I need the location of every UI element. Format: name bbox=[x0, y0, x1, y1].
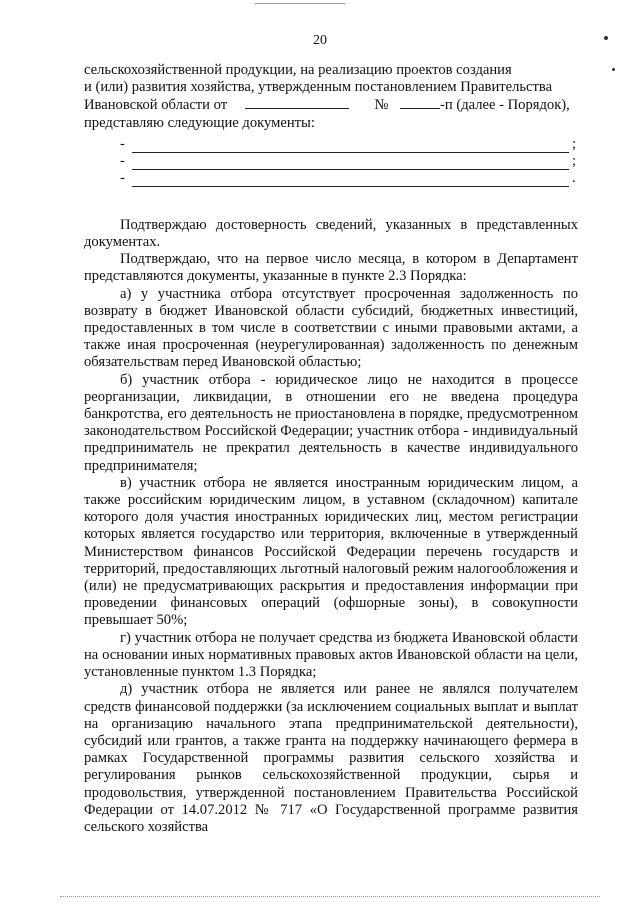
number-sign: № bbox=[374, 97, 389, 114]
paragraph-item-v: в) участник отбора не является иностранным юридическим лицом, а также российским юридическим лицом, в уставном (складочном) капитале которого доля участия иностранных юридических лиц, местом регистрации которых является государство или территория, включенные в утвержденный Министерством финансов Российской Федерации перечень государств и территорий, предоставляющих льготный налоговый режим налогообложения и (или) не предусматривающих раскрытия и предоставления информации при проведении финансовых операций (офшорные зоны), в совокупности превышает 50%; bbox=[84, 474, 578, 629]
intro-line-blanks bbox=[84, 96, 578, 114]
document-blank-line: - ; bbox=[120, 152, 577, 169]
paragraph-confirm-accuracy: Подтверждаю достоверность сведений, указанных в представленных документах. bbox=[84, 216, 578, 251]
paragraph-item-a: а) у участника отбора отсутствует просроченная задолженность по возврату в бюджет Ивановской области субсидий, бюджетных инвестиций, предоставленных в том числе в соответствии с иными правовыми актами, а также иная просроченная (неурегулированная) задолженность по денежным обязательствам перед Ивановской областью; bbox=[84, 285, 578, 371]
scan-mark-dot bbox=[612, 68, 615, 71]
scan-artifact-top bbox=[255, 3, 345, 4]
document-blank-line: - . bbox=[120, 169, 576, 186]
scan-artifact-bottom bbox=[60, 896, 600, 897]
paragraph-item-d: д) участник отбора не является или ранее не являлся получателем средств финансовой поддержки (за исключением социальных выплат и выплат на организацию начального этапа предпринимательской деятельности), субсидий или грантов, а также гранта на поддержку начинающего фермера в рамках Государственной программы развития сельского хозяйства и регулирования рынков сельскохозяйственной продукции, сырья и продовольствия, утвержденной постановлением Правительства Российской Федерации от 14.07.2012 № 717 «О Государственной программе развития сельского хозяйства bbox=[84, 681, 578, 835]
paragraph-confirm-date: Подтверждаю, что на первое число месяца, в котором в Департамент представляются документы, указанные в пункте 2.3 Порядка: bbox=[84, 251, 578, 285]
document-list-blanks bbox=[120, 136, 578, 187]
intro-line: представляю следующие документы: bbox=[84, 114, 315, 131]
paragraph-item-b: б) участник отбора - юридическое лицо не находится в процессе реорганизации, ликвидации, в отношении его не введена процедура банкротства, его деятельность не приостановлена в порядке, предусмотренном законодательством Российской Федерации; участник отбора - индивидуальный предприниматель не прекратил деятельность в качестве индивидуального предпринимателя; bbox=[84, 371, 578, 474]
number-blank bbox=[400, 96, 440, 109]
page-number: 20 bbox=[313, 33, 327, 48]
intro-text: Ивановской области от bbox=[84, 97, 228, 114]
document-body bbox=[84, 62, 578, 836]
paragraph-item-g: г) участник отбора не получает средства из бюджета Ивановской области на основании иных нормативных правовых актов Ивановской области на цели, установленные пунктом 1.3 Порядка; bbox=[84, 629, 578, 681]
intro-line: сельскохозяйственной продукции, на реализацию проектов создания bbox=[84, 62, 512, 78]
intro-line: и (или) развития хозяйства, утвержденным постановлением Правительства bbox=[84, 79, 553, 96]
document-blank-line: - ; bbox=[120, 135, 577, 152]
date-blank bbox=[245, 96, 349, 109]
intro-text: -п (далее - Порядок), bbox=[440, 97, 570, 114]
